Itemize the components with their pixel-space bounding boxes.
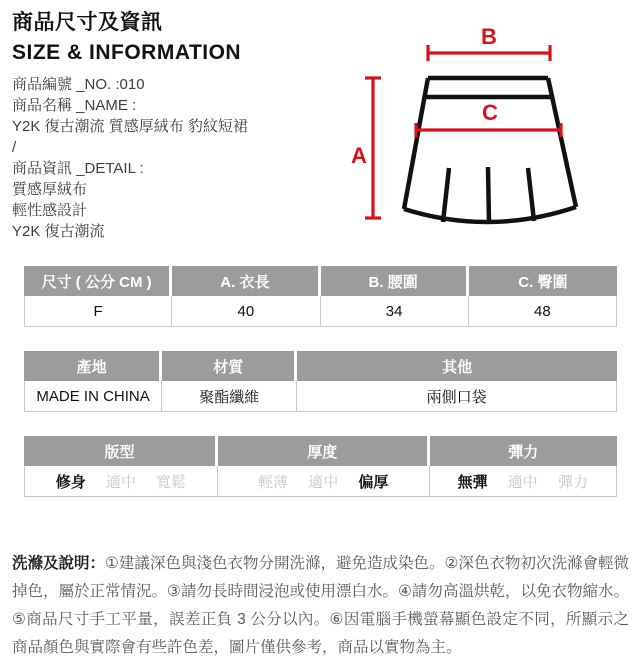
label-B: B (481, 24, 497, 49)
size-value-waist: 34 (321, 296, 469, 327)
origin-table (24, 351, 617, 412)
size-table-header-row (24, 266, 617, 296)
size-value-length: 40 (172, 296, 320, 327)
elasticity-header: 彈力 (430, 436, 617, 466)
size-header-length: A. 衣長 (172, 266, 320, 296)
thickness-header: 厚度 (218, 436, 430, 466)
product-detail-label: 商品資訊 _DETAIL : (12, 160, 144, 177)
elasticity-option-none: 無彈 (457, 473, 488, 491)
label-A: A (351, 143, 367, 168)
thickness-options (218, 466, 430, 497)
size-table (24, 266, 617, 327)
care-label: 洗滌及說明： (12, 554, 106, 572)
skirt-measurement-diagram (350, 10, 640, 240)
page-title-en: SIZE & INFORMATION (12, 41, 242, 64)
product-detail-1: 質感厚絨布 (12, 181, 88, 198)
material-value: 聚酯纖維 (162, 381, 297, 412)
elasticity-options (430, 466, 617, 497)
product-separator: / (12, 139, 17, 156)
fit-option-slim: 修身 (55, 473, 86, 491)
origin-value: MADE IN CHINA (24, 381, 162, 412)
attr-table-header-row (24, 436, 617, 466)
fit-header: 版型 (24, 436, 218, 466)
thickness-option-thick: 偏厚 (358, 473, 389, 491)
size-table-row (24, 296, 617, 327)
fit-option-loose: 寬鬆 (156, 473, 187, 491)
origin-table-header-row (24, 351, 617, 381)
product-name-label: 商品名稱 _NAME : (12, 97, 137, 114)
fit-option-regular: 適中 (105, 473, 136, 491)
product-info (12, 74, 357, 242)
size-header-waist: B. 腰圍 (321, 266, 469, 296)
origin-header: 產地 (24, 351, 162, 381)
care-text: ①建議深色與淺色衣物分開洗滌，避免造成染色。②深色衣物初次洗滌會輕微掉色，屬於正常情況。③請勿長時間浸泡或使用漂白水。④請勿高溫烘乾，以免衣物縮水。⑤商品尺寸手工平量，誤差正負 3 公分以內。⑥因電腦手機螢幕顯色設定不同，所顯示之商品顏色與實際會有些許色差，圖片僅供參考，商品以實物為主。 (12, 554, 629, 656)
header-block (12, 8, 357, 242)
size-header-hip: C. 臀圍 (469, 266, 617, 296)
elasticity-option-medium: 適中 (507, 473, 538, 491)
size-value-hip: 48 (469, 296, 617, 327)
page-title-zh: 商品尺寸及資訊 (12, 11, 163, 34)
other-header: 其他 (297, 351, 617, 381)
size-value-f: F (24, 296, 172, 327)
fit-options (24, 466, 218, 497)
product-detail-2: 輕性感設計 (12, 202, 88, 219)
size-header-cm: 尺寸 ( 公分 CM ) (24, 266, 172, 296)
product-no: 商品編號 _NO. :010 (12, 76, 145, 93)
care-instructions (12, 550, 629, 662)
thickness-option-medium: 適中 (308, 473, 339, 491)
thickness-option-thin: 輕薄 (258, 473, 289, 491)
label-C: C (482, 100, 498, 125)
material-header: 材質 (162, 351, 297, 381)
elasticity-option-stretch: 彈力 (557, 473, 588, 491)
attr-table-row (24, 466, 617, 497)
other-value: 兩側口袋 (297, 381, 617, 412)
attribute-table (24, 436, 617, 497)
product-detail-3: Y2K 復古潮流 (12, 223, 105, 240)
product-name-value: Y2K 復古潮流 質感厚絨布 豹紋短裙 (12, 118, 248, 135)
origin-table-row (24, 381, 617, 412)
